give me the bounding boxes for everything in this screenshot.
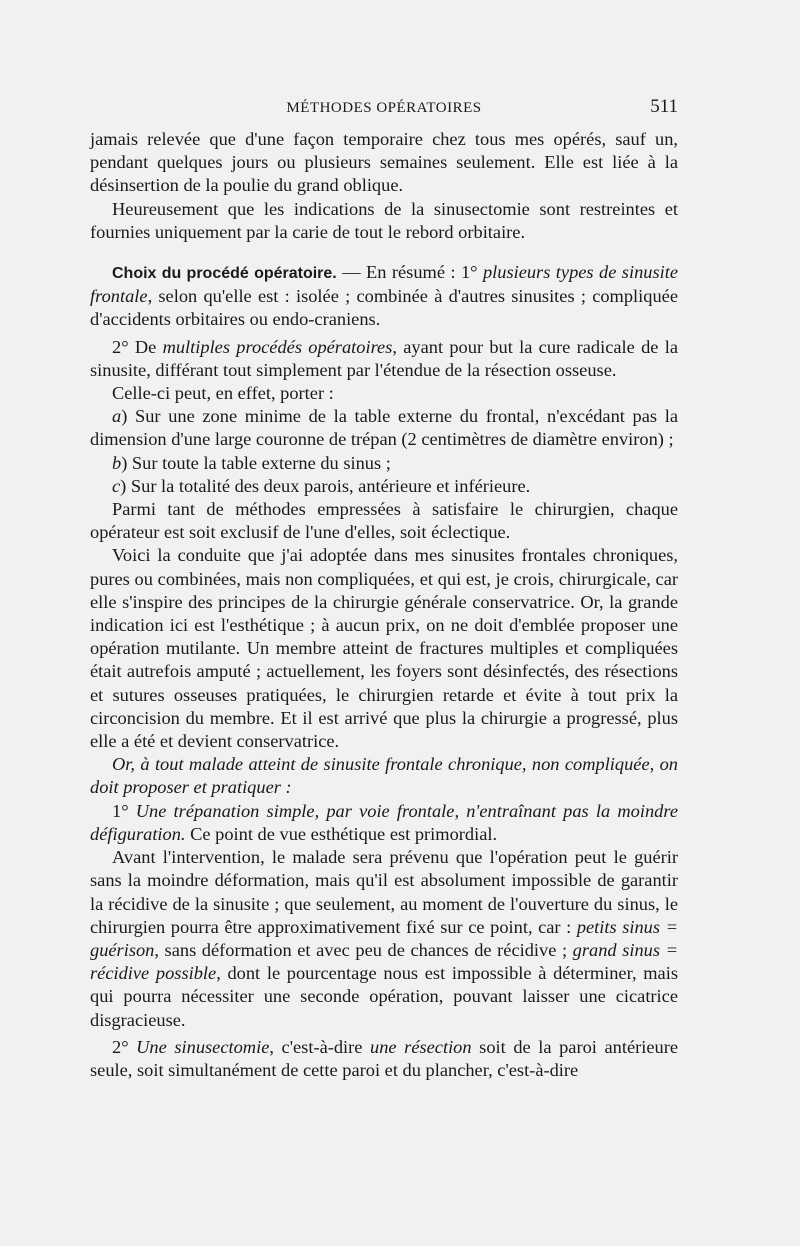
paragraph-13-text-a: Avant l'intervention, le malade sera prévenu que l'opération peut le guérir sans la moindre déformation, mais qu'il est absolument impossible de garantir la récidive de la sinusite ; que seulement, au moment de l'ouverture du sinus, le chirurgien pourra être approximativement fixé sur ce point, car : <box>90 847 678 937</box>
paragraph-14-italic-d: une résection <box>370 1036 472 1057</box>
paragraph-5 <box>90 382 678 405</box>
paragraph-13-italic-d: grand sinus = récidive possible <box>90 939 678 984</box>
paragraph-4-text-c: , ayant pour but la cure radicale de la sinusite, différant tout simplement par l'étendue de la résection osseuse. <box>90 336 678 380</box>
list-item-c-text: ) Sur la totalité des deux parois, antérieure et inférieure. <box>120 475 531 496</box>
list-marker-b: b <box>112 452 122 473</box>
paragraph-11 <box>90 753 678 799</box>
paragraph-3-italic: plusieurs types de sinusite frontale <box>90 262 679 307</box>
list-marker-c: c <box>112 475 121 496</box>
paragraph-2 <box>90 198 678 244</box>
running-header <box>90 96 678 120</box>
paragraph-14-text-e: soit de la paroi antérieure seule, soit simultanément de cette paroi et du plancher, c'est-à-dire <box>90 1036 678 1080</box>
paragraph-10-text: Voici la conduite que j'ai adoptée dans mes sinusites frontales chroniques, pures ou combinées, mais non compliquées, et qui est, je crois, chirurgicale, car elle s'inspire des principes de la chirurgie générale conservatrice. Or, la grande indication ici est l'esthétique ; à aucun prix, on ne doit d'emblée proposer une opération mutilante. Un membre atteint de fractures multiples et compliquées était autrefois amputé ; actuellement, les foyers sont désinfectés, des résections et sutures osseuses pratiquées, le chirurgien retarde et évite à tout prix la circoncision du membre. Et il est arrivé que plus la chirurgie a progressé, plus elle a été et devient conservatrice. <box>90 545 678 752</box>
paragraph-14-text-a: 2° <box>112 1036 137 1057</box>
paragraph-9-text: Parmi tant de méthodes empressées à satisfaire le chirurgien, chaque opérateur est soit exclusif de l'une d'elles, soit éclectique. <box>90 499 678 543</box>
body-text <box>90 128 678 1082</box>
paragraph-13 <box>90 846 678 1032</box>
list-marker-a: a <box>112 406 122 427</box>
paragraph-12-text-a: 1° <box>112 800 136 821</box>
paragraph-12 <box>90 800 678 846</box>
list-item-b-text: ) Sur toute la table externe du sinus ; <box>121 452 391 473</box>
paragraph-14 <box>90 1036 678 1082</box>
paragraph-14-italic-b: Une sinusectomie <box>136 1036 270 1057</box>
paragraph-3-text-a: — En résumé : 1° <box>336 262 483 283</box>
list-item-a-text: ) Sur une zone minime de la table externe du frontal, n'excédant pas la dimension d'une large couronne de trépan (2 centimètres de diamètre environ) ; <box>90 406 678 450</box>
page-number: 511 <box>650 96 678 117</box>
paragraph-13-text-c: , sans déformation et avec peu de chances de récidive ; <box>154 939 573 960</box>
paragraph-11-italic: Or, à tout malade atteint de sinusite frontale chronique, non compliquée, on doit proposer et pratiquer : <box>90 754 678 798</box>
paragraph-4-text-a: 2° De <box>112 336 163 357</box>
paragraph-13-text-e: , dont le pourcentage nous est impossible à déterminer, mais qui pourra nécessiter une seconde opération, pouvant laisser une cicatrice disgracieuse. <box>90 963 678 1030</box>
list-item-b <box>90 452 678 475</box>
paragraph-1-text: jamais relevée que d'une façon temporaire chez tous mes opérés, sauf un, pendant quelques jours ou plusieurs semaines seulement. Elle est liée à la désinsertion de la poulie du grand oblique. <box>90 129 678 196</box>
paragraph-1 <box>90 128 678 198</box>
list-item-c <box>90 475 678 498</box>
paragraph-2-text: Heureusement que les indications de la sinusectomie sont restreintes et fournies uniquement par la carie de tout le rebord orbitaire. <box>90 198 678 242</box>
paragraph-3-text-c: , selon qu'elle est : isolée ; combinée à d'autres sinusites ; compliquée d'accidents orbitaires ou endo-craniens. <box>90 286 678 330</box>
running-title: MÉTHODES OPÉRATOIRES <box>286 100 482 116</box>
paragraph-5-text: Celle-ci peut, en effet, porter : <box>112 383 334 404</box>
section-heading: Choix du procédé opératoire. <box>112 265 337 283</box>
paragraph-13-italic-b: petits sinus = guérison <box>90 916 679 960</box>
paragraph-12-text-c: Ce point de vue esthétique est primordial. <box>185 823 498 844</box>
paragraph-14-text-c: , c'est-à-dire <box>269 1036 371 1057</box>
paragraph-10 <box>90 544 678 753</box>
list-item-a <box>90 405 678 451</box>
paragraph-3 <box>90 261 678 332</box>
paragraph-12-italic: Une trépanation simple, par voie frontale, n'entraînant pas la moindre défiguration. <box>90 800 678 844</box>
paragraph-4 <box>90 336 678 382</box>
paragraph-9 <box>90 498 678 544</box>
paragraph-4-italic: multiples procédés opératoires <box>162 336 393 357</box>
